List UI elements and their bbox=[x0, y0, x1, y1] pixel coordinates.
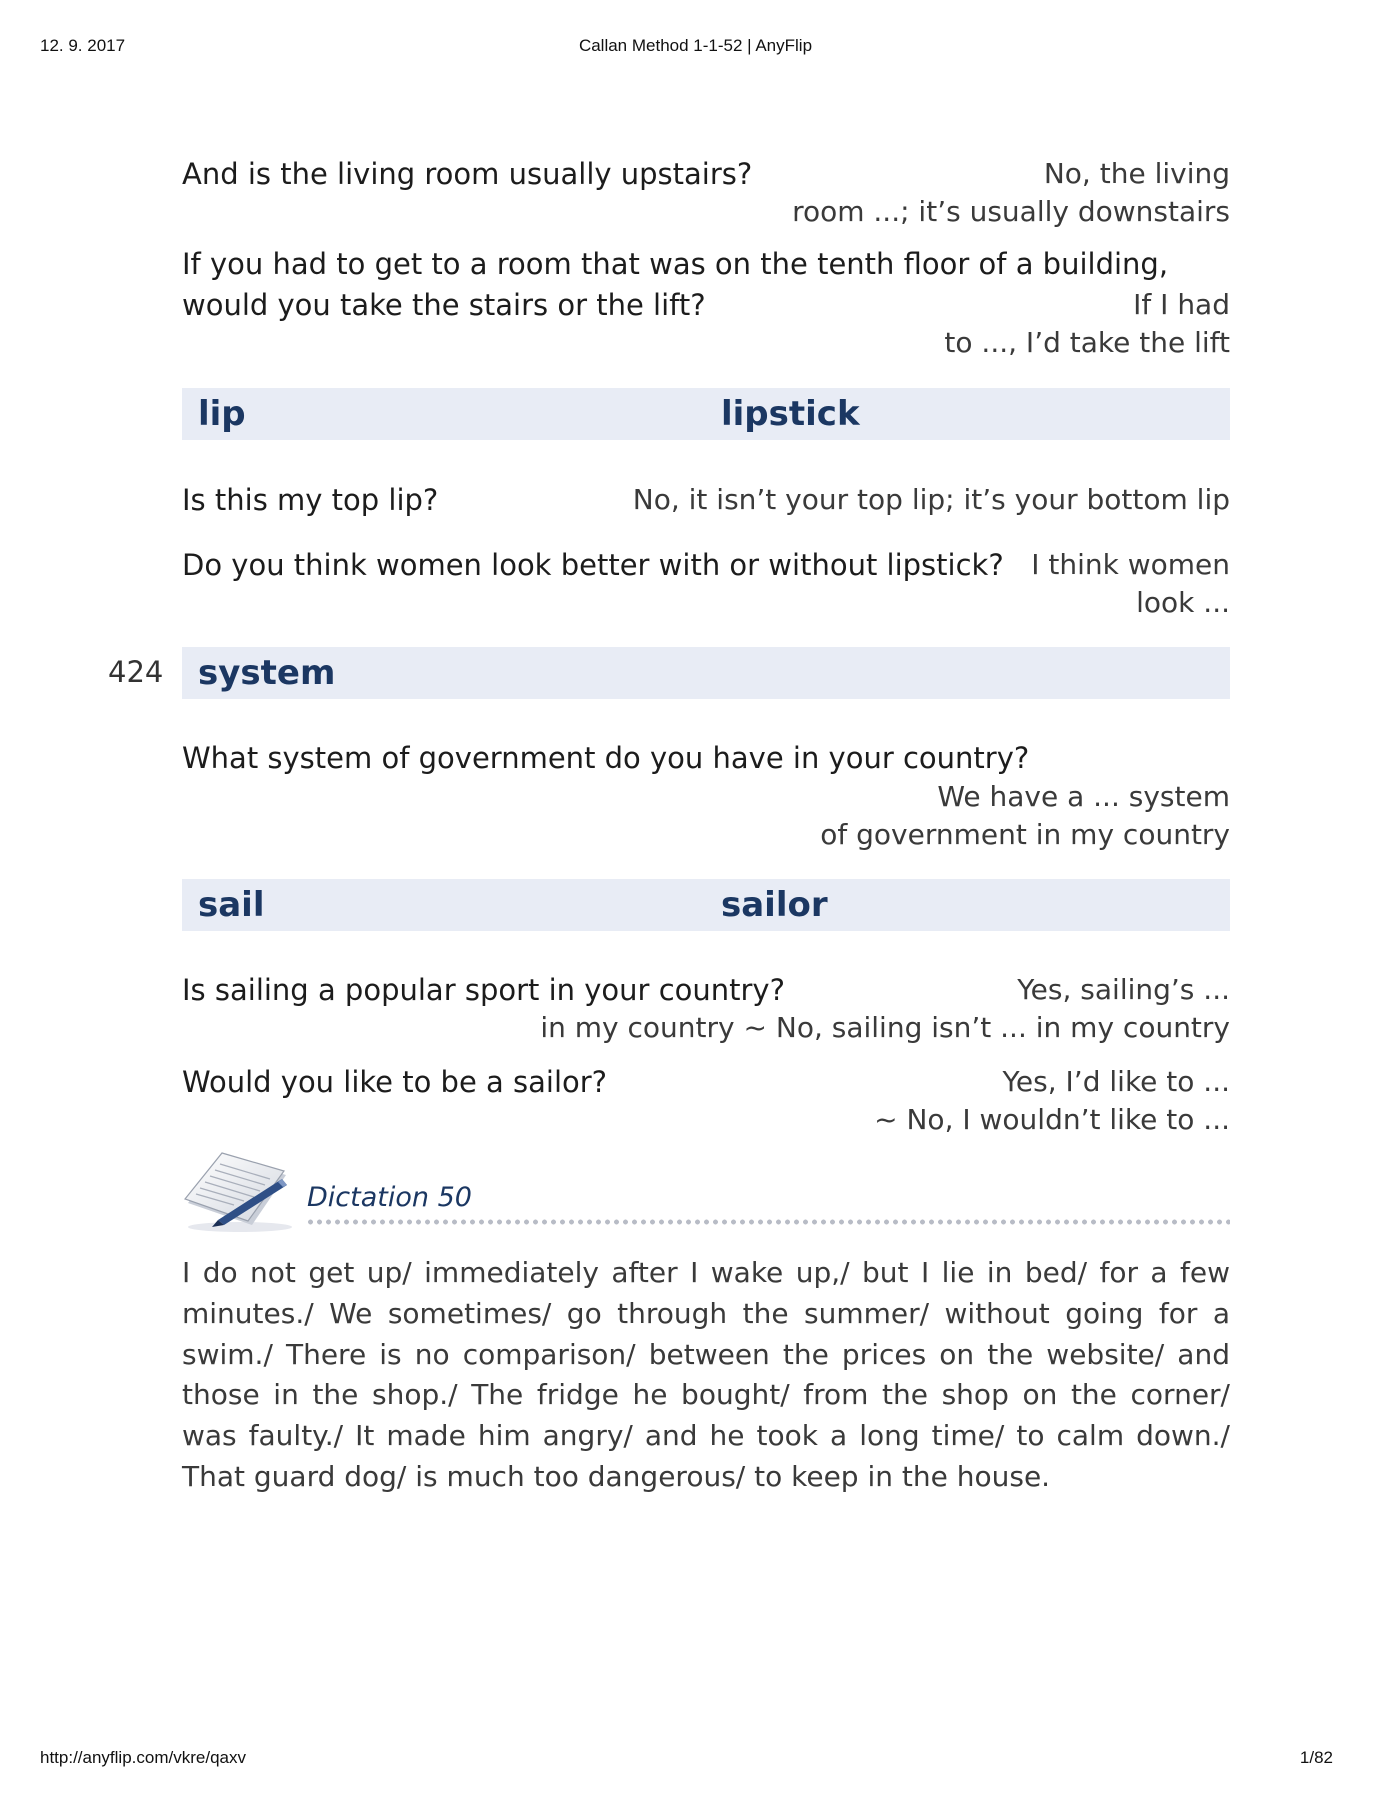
vocab-word: system bbox=[198, 653, 336, 693]
dotted-divider bbox=[306, 1218, 1230, 1226]
answer-line: Yes, sailing’s ... bbox=[1017, 973, 1230, 1006]
answer-line: No, the living bbox=[1043, 157, 1230, 190]
question: Is sailing a popular sport in your country? bbox=[182, 973, 785, 1007]
question: What system of government do you have in your country? bbox=[182, 741, 1030, 775]
answer-line: ~ No, I wouldn’t like to ... bbox=[874, 1103, 1230, 1136]
answer-line: I think women bbox=[1031, 548, 1230, 581]
answer-line: look ... bbox=[1136, 586, 1230, 619]
question: And is the living room usually upstairs? bbox=[182, 157, 753, 191]
dictation-label: Dictation 50 bbox=[307, 1182, 472, 1213]
print-page-count: 1/82 bbox=[1299, 1748, 1333, 1767]
question-line: If you had to get to a room that was on the tenth floor of a building, bbox=[182, 247, 1169, 281]
word-band-lip bbox=[182, 388, 1230, 440]
answer-line: No, it isn’t your top lip; it’s your bottom lip bbox=[632, 483, 1230, 516]
answer-line: of government in my country bbox=[820, 818, 1230, 851]
answer-line: If I had bbox=[1133, 288, 1230, 321]
vocab-word: lipstick bbox=[721, 394, 860, 434]
answer-line: room ...; it’s usually downstairs bbox=[792, 195, 1230, 228]
vocab-word: lip bbox=[198, 394, 246, 434]
lesson-number: 424 bbox=[108, 655, 164, 689]
question: Would you like to be a sailor? bbox=[182, 1065, 608, 1099]
print-date: 12. 9. 2017 bbox=[40, 36, 126, 55]
vocab-word: sailor bbox=[721, 885, 828, 925]
answer-line: Yes, I’d like to ... bbox=[1002, 1065, 1230, 1098]
word-band-system bbox=[182, 647, 1230, 699]
word-band-sail bbox=[182, 879, 1230, 931]
question: Do you think women look better with or without lipstick? bbox=[182, 548, 1004, 582]
print-title: Callan Method 1-1-52 | AnyFlip bbox=[578, 36, 813, 55]
question: Is this my top lip? bbox=[182, 483, 439, 517]
answer-line: in my country ~ No, sailing isn’t ... in my country bbox=[540, 1011, 1230, 1044]
answer-line: to ..., I’d take the lift bbox=[944, 326, 1230, 359]
question-line: would you take the stairs or the lift? bbox=[182, 288, 706, 322]
vocab-word: sail bbox=[198, 885, 265, 925]
dictation-text: I do not get up/ immediately after I wake up,/ but I lie in bed/ for a few minutes./ We sometimes/ go through the summer/ without going for a swim./ There is no comparison/ between the prices on the website/ and those in the shop./ The fridge he bought/ from the shop on the corner/ was faulty./ It made him angry/ and he took a long time/ to calm down./ That guard dog/ is much too dangerous/ to keep in the house. bbox=[182, 1256, 1230, 1493]
answer-line: We have a ... system bbox=[937, 780, 1230, 813]
notepad-pen-icon bbox=[182, 1145, 302, 1235]
print-url: http://anyflip.com/vkre/qaxv bbox=[40, 1748, 246, 1767]
